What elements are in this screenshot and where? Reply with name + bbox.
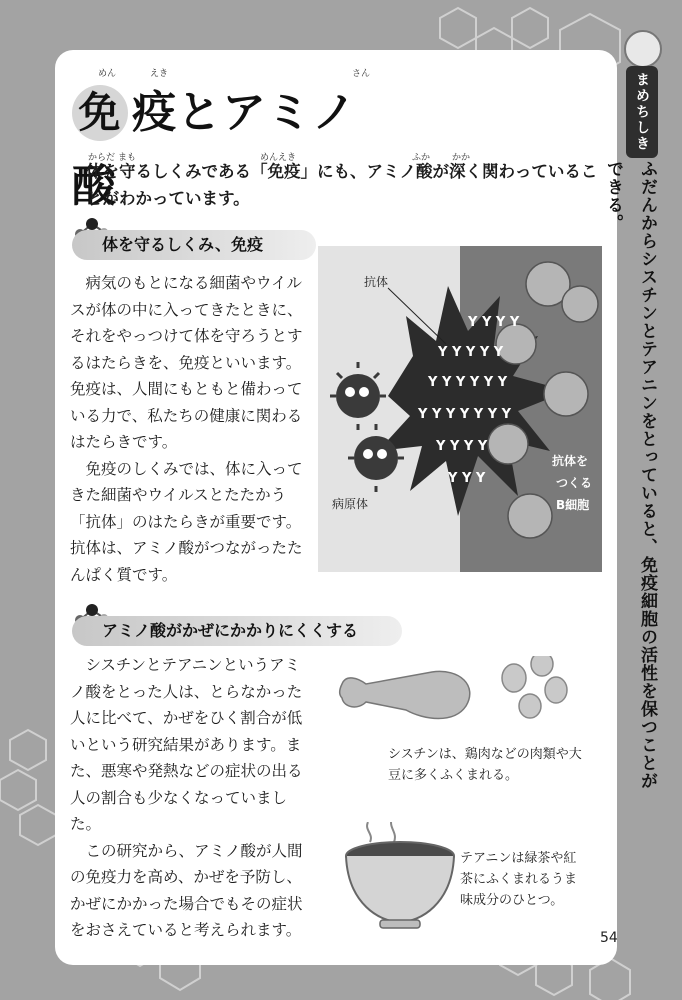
title-rest: 疫とアミノ酸 [72,87,357,212]
svg-text:Y Y Y Y: Y Y Y Y [436,439,488,454]
immune-battle-graphic [318,246,602,572]
tea-bowl-icon [340,822,470,932]
section-heading-immunity: 体を守るしくみ、免疫 [72,230,316,260]
section1-para1: 病気のもとになる細菌やウイルスが体の中に入ってきたときに、それをやっつけて体を守ろうとするはたらきを、免疫といいます。免疫は、人間にもともと備わっている力で、私たちの健康に関わるはたらきです。 [70,274,303,451]
antibody-illustration [318,246,602,572]
ruby-fuka: ふか [412,153,431,163]
ruby-mamo: まも [118,153,137,163]
ruby-men: めん [98,69,117,79]
trivia-tag: まめちしき [626,66,658,158]
food-illustration [336,656,576,736]
ruby-menneki: めんえき [260,153,297,163]
title-first-char: 免 [72,85,128,141]
section-heading-cold: アミノ酸がかぜにかかりにくくする [72,616,402,646]
trivia-text: ふだんからシスチンとテアニンをとっていると、免疫細胞の活性を保つことができる。 [603,160,657,790]
svg-text:Y Y Y Y Y: Y Y Y Y Y [438,345,504,360]
ruby-karada: からだ [88,153,116,163]
section2-para2: この研究から、アミノ酸が人間の免疫力を高め、かぜを予防し、かぜにかかった場合でもその症状をおさえていると考えられます。 [70,841,303,939]
lead-paragraph: 体を守るしくみである「免疫」にも、アミノ酸が深く関わっていることがわかっています。 [86,162,598,208]
page-number: 54 [600,930,618,946]
ruby-kaka: かか [452,153,471,163]
trivia-icon [624,30,662,68]
svg-text:Y Y Y Y: Y Y Y Y [468,315,520,330]
ruby-eki: えき [150,69,169,79]
pathogen-label: 病原体 [332,497,369,511]
section2-para1: シスチンとテアニンというアミノ酸をとった人は、とらなかった人に比べて、かぜをひく割合が低いという研究結果があります。また、悪寒や発熱などの症状の出る人の割合も少なくなっていました。 [70,656,303,833]
svg-text:Y Y Y Y Y Y: Y Y Y Y Y Y [428,375,508,390]
bcell-label-1: 抗体を [552,454,589,468]
section2-body [70,652,306,944]
antibody-label: 抗体 [364,275,389,289]
section1-para2: 免疫のしくみでは、体に入ってきた細菌やウイルスとたたかう「抗体」のはたらきが重要です。抗体は、アミノ酸がつながったたんぱく質です。 [70,459,303,584]
chicken-leg-icon [340,671,470,718]
cystine-caption: シスチンは、鶏肉などの肉類や大豆に多くふくまれる。 [388,747,582,783]
section1-body [70,270,310,588]
soybean-icon [502,656,567,718]
virus-icon [330,362,386,430]
svg-text:Y Y Y Y Y Y Y: Y Y Y Y Y Y Y [418,407,512,422]
bcell-label-2: つくる [556,476,593,490]
ruby-san: さん [352,69,371,79]
theanine-caption: テアニンは緑茶や紅茶にふくまれるうま味成分のひとつ。 [460,851,578,908]
bcell-label-3: B細胞 [556,498,590,512]
svg-text:Y Y Y: Y Y Y [448,471,486,486]
